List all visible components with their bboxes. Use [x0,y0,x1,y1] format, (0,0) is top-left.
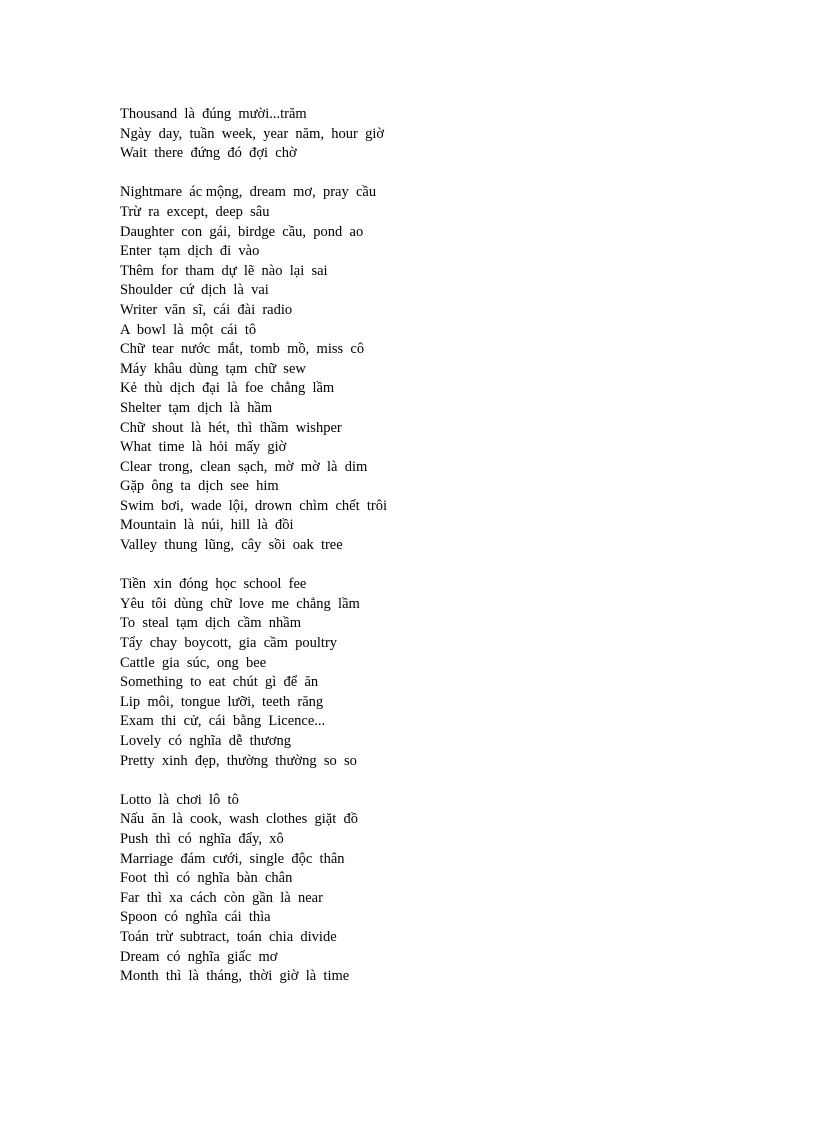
stanza [120,791,387,987]
poem-line: Trừ ra except, deep sâu [120,203,270,220]
poem-line: Cattle gia súc, ong bee [120,654,267,671]
poem-line: Valley thung lũng, cây sồi oak tree [120,537,343,554]
poem-line: Chữ tear nước mắt, tomb mồ, miss cô [120,341,365,358]
poem-line: Spoon có nghĩa cái thìa [120,909,271,926]
poem-line: Writer văn sĩ, cái đài radio [120,301,293,318]
poem-line: Swim bơi, wade lội, drown chìm chết trôi [120,497,388,514]
poem-line: Mountain là núi, hill là đồi [120,517,294,534]
poem-line: Yêu tôi dùng chữ love me chẳng lầm [120,595,360,612]
stanza-gap [120,771,387,791]
poem-line: Tiền xin đóng học school fee [120,576,307,593]
poem-line: Lip môi, tongue lưỡi, teeth răng [120,693,324,710]
poem-line: Máy khâu dùng tạm chữ sew [120,360,306,377]
poem-line: Ngày day, tuần week, year năm, hour giờ [120,125,385,142]
poem-line: Wait there đứng đó đợi chờ [120,145,297,162]
poem-line: Gặp ông ta dịch see him [120,478,279,495]
poem-line: Nấu ăn là cook, wash clothes giặt đồ [120,811,358,828]
stanza-gap [120,556,387,576]
stanza [120,105,387,164]
poem-line: Daughter con gái, birdge cầu, pond ao [120,223,364,240]
poem-line: Tẩy chay boycott, gia cầm poultry [120,635,338,652]
poem-line: Month thì là tháng, thời giờ là time [120,968,350,985]
poem-line: Thousand là đúng mười...trăm [120,106,307,122]
poem-line: A bowl là một cái tô [120,321,257,338]
poem-line: To steal tạm dịch cầm nhầm [120,615,301,632]
stanza [120,183,387,555]
poem-line: Nightmare ác mộng, dream mơ, pray cầu [120,184,377,201]
poem-line: Clear trong, clean sạch, mờ mờ là dim [120,458,368,475]
poem-line: Kẻ thù dịch đại là foe chẳng lầm [120,380,335,397]
poem-line: Pretty xinh đẹp, thường thường so so [120,752,357,769]
poem-line: Dream có nghĩa giấc mơ [120,948,278,965]
poem-line: Exam thi cử, cái bằng Licence... [120,713,326,730]
poem-body [120,105,387,987]
poem-line: Something to eat chút gì để ăn [120,674,319,691]
poem-line: Lotto là chơi lô tô [120,791,239,808]
poem-line: Marriage đám cưới, single độc thân [120,850,345,867]
poem-line: Thêm for tham dự lẽ nào lại sai [120,262,328,279]
poem-line: Push thì có nghĩa đẩy, xô [120,830,284,847]
poem-line: Toán trừ subtract, toán chia divide [120,928,337,945]
poem-line: What time là hỏi mấy giờ [120,439,287,456]
poem-line: Shoulder cứ dịch là vai [120,282,269,299]
poem-line: Foot thì có nghĩa bàn chân [120,870,293,887]
poem-line: Far thì xa cách còn gần là near [120,889,323,906]
poem-line: Chữ shout là hét, thì thầm wishper [120,419,342,436]
poem-line: Enter tạm dịch đi vào [120,243,260,260]
stanza-gap [120,164,387,184]
poem-line: Shelter tạm dịch là hầm [120,399,273,416]
stanza [120,575,387,771]
poem-line: Lovely có nghĩa dễ thương [120,733,291,749]
